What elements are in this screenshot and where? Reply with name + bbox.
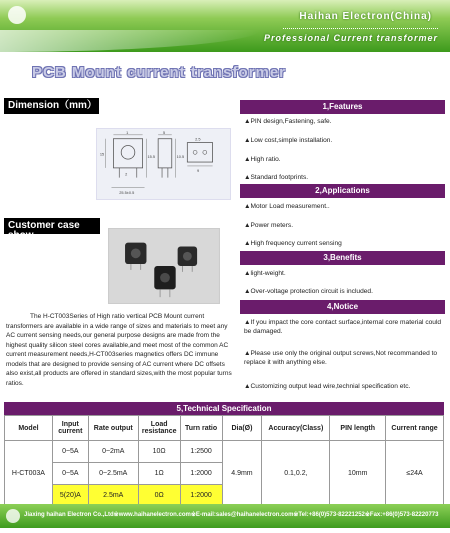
table-cell-highlight: 0Ω	[138, 485, 180, 507]
table-header-cell: Input current	[52, 416, 88, 441]
table-header-cell: PIN length	[330, 416, 386, 441]
model-cell: H-CT003A	[5, 441, 53, 507]
current-range-cell: ≤24A	[386, 441, 444, 507]
table-cell: 0~5A	[52, 441, 88, 463]
dim-label-4: 5	[163, 129, 166, 135]
notice-item: ▲Please use only the original output screws,Not recommanded to replace it with anything else.	[244, 350, 438, 366]
table-header-cell: Rate output	[88, 416, 138, 441]
page-footer	[0, 504, 450, 528]
footer-logo	[6, 509, 20, 523]
dimension-heading: Dimension（mm）	[4, 98, 99, 114]
dim-label-1: 1	[126, 129, 129, 135]
spec-heading: 5,Technical Specification	[4, 402, 444, 415]
pin-length-cell: 10mm	[330, 441, 386, 507]
table-header-cell: Accuracy(Class)	[262, 416, 330, 441]
notice-heading: 4,Notice	[240, 300, 445, 314]
dia-cell: 4.9mm	[222, 441, 262, 507]
application-item: ▲Motor Load measurement..	[244, 203, 330, 210]
company-slogan: Professional Current transformer	[263, 33, 438, 43]
notice-item: ▲Customizing output lead wire,technial specification etc.	[244, 383, 411, 390]
table-header-row	[5, 416, 444, 441]
table-cell-highlight: 2.5mA	[88, 485, 138, 507]
customer-case-heading: Customer case show	[4, 218, 100, 234]
table-header-cell: Turn ratio	[180, 416, 222, 441]
dim-label-8: 2.5	[195, 136, 201, 142]
feature-item: ▲PIN design,Fastening, safe.	[244, 118, 332, 125]
notice-item: ▲If you impact the core contact surface,internal core material could be damaged.	[244, 319, 442, 335]
dimension-drawing	[96, 128, 231, 200]
table-cell: 10Ω	[138, 441, 180, 463]
header-swoosh	[0, 30, 260, 52]
benefit-item: ▲light-weight.	[244, 270, 286, 277]
accuracy-cell: 0.1,0.2,	[262, 441, 330, 507]
application-item: ▲High frequency current sensing	[244, 240, 342, 247]
page-title: PCB Mount current transformer	[32, 64, 287, 81]
feature-item: ▲Standard footprints.	[244, 174, 309, 181]
footer-contact: Jiaxing haihan Electron Co.,Ltd※www.haihanelectron.com※E-mail:sales@haihanelectron.com※Tel:+86(0)573-82221252※Fax:+86(0)573-82220773	[24, 512, 439, 518]
table-header-cell: Load resistance	[138, 416, 180, 441]
product-photo	[108, 228, 220, 304]
table-cell-highlight: 5(20)A	[52, 485, 88, 507]
benefit-item: ▲Over-voltage protection circuit is included.	[244, 288, 373, 295]
applications-heading: 2,Applications	[240, 184, 445, 198]
dim-label-9: 25.5±0.5	[119, 190, 135, 196]
page-header	[0, 0, 450, 52]
dim-label-7: 2	[125, 171, 128, 177]
table-cell: 1Ω	[138, 463, 180, 485]
table-cell: 1:2000	[180, 463, 222, 485]
table-cell: 1:2500	[180, 441, 222, 463]
dim-label-2: 15	[99, 151, 105, 157]
feature-item: ▲High ratio.	[244, 156, 281, 163]
company-name: Haihan Electron(China)	[299, 11, 432, 22]
dim-label-3: 15.5	[147, 154, 156, 160]
company-logo	[8, 6, 26, 24]
features-heading: 1,Features	[240, 100, 445, 114]
table-cell: 0~2mA	[88, 441, 138, 463]
spec-table	[4, 415, 444, 507]
table-header-cell: Dia(Ø)	[222, 416, 262, 441]
benefits-heading: 3,Benefits	[240, 251, 445, 265]
feature-item: ▲Low cost,simple installation.	[244, 137, 333, 144]
table-header-cell: Current range	[386, 416, 444, 441]
header-divider	[283, 28, 438, 29]
table-cell: 0~2.5mA	[88, 463, 138, 485]
table-cell-highlight: 1:2000	[180, 485, 222, 507]
table-row	[5, 441, 444, 463]
dim-label-6: 9	[197, 167, 200, 173]
product-description: The H-CT003Series of High ratio vertical PCB Mount current transformers are available in a wide range of sizes and materials to meet any AC current sensing needs,our general purpose designs are made from the highest quality silicon steel cores available,and meet most of the common AC current measurement needs,H-CT003series magnetics offers DC immune models that are designed to provide sensing of AC current where DC offsets also exist,all products are offered in standard sizes,with the most popular turns ratios.	[6, 313, 232, 387]
table-cell: 0~5A	[52, 463, 88, 485]
table-header-cell: Model	[5, 416, 53, 441]
application-item: ▲Power meters.	[244, 222, 294, 229]
dim-label-5: 10.5	[176, 154, 185, 160]
